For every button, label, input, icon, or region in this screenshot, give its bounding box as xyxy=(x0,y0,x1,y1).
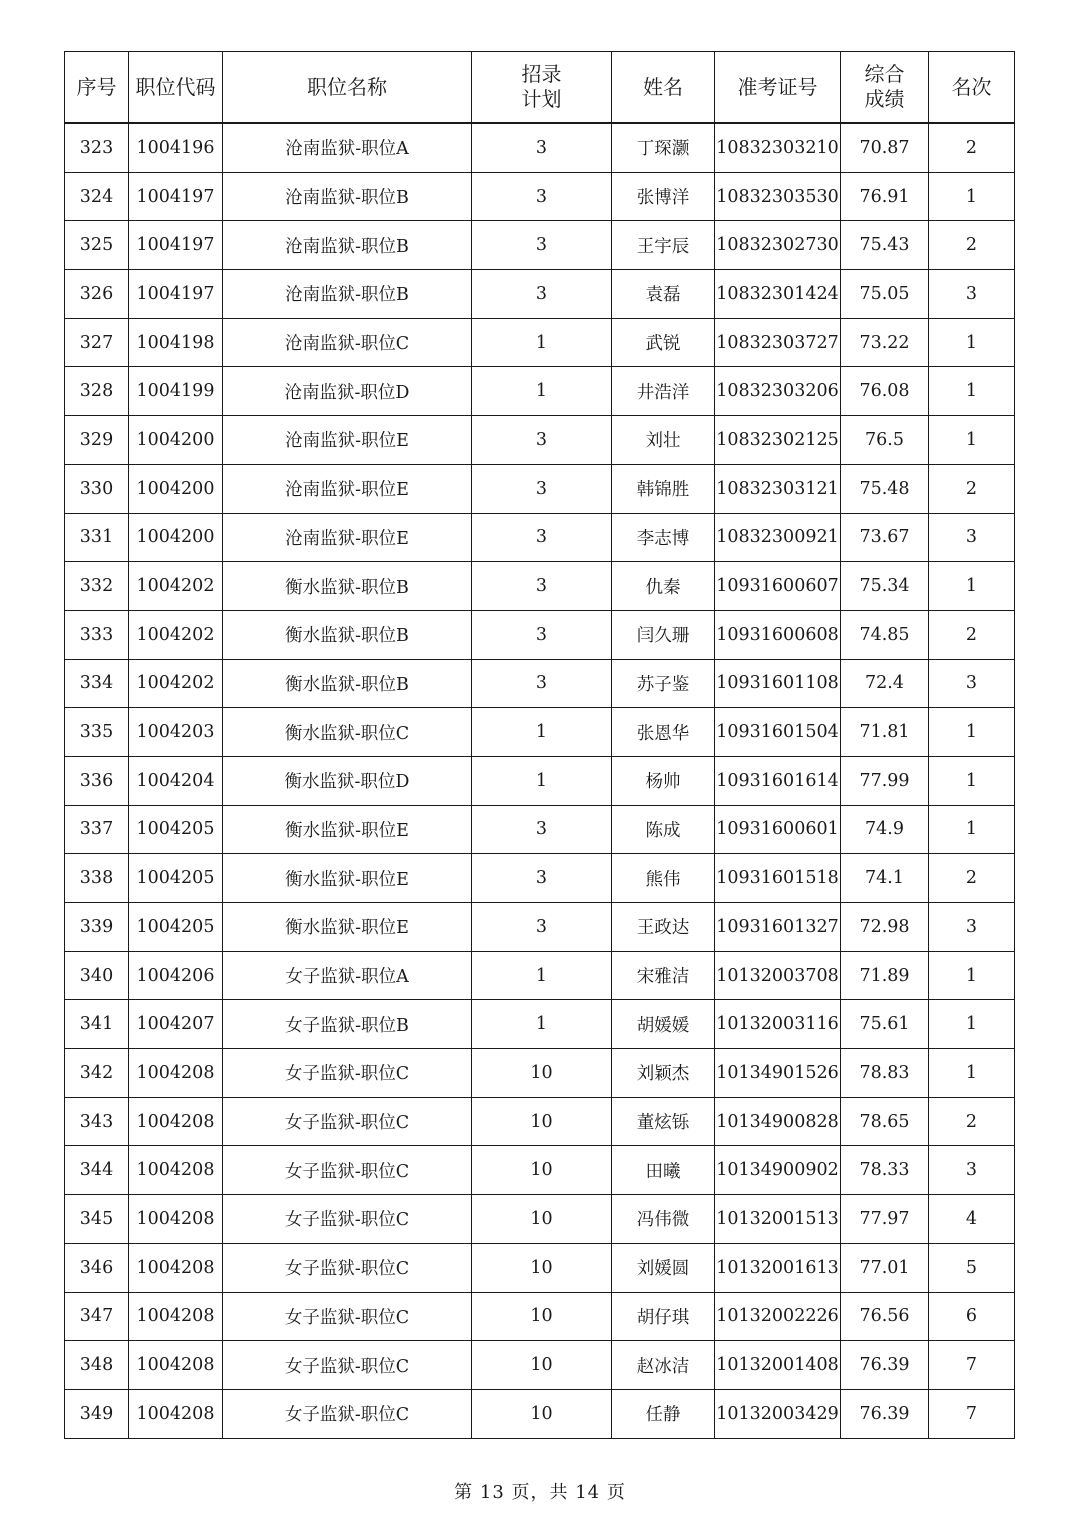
cell-seq: 343 xyxy=(65,1097,129,1146)
table-row xyxy=(65,464,1015,513)
cell-ticket: 10132003116 xyxy=(715,1000,841,1049)
cell-position: 女子监狱-职位A xyxy=(223,951,472,1000)
cell-ticket: 10132001408 xyxy=(715,1341,841,1390)
cell-score: 72.4 xyxy=(841,659,929,708)
cell-code: 1004200 xyxy=(129,464,223,513)
cell-plan: 1 xyxy=(472,367,612,416)
cell-seq: 333 xyxy=(65,610,129,659)
header-ticket: 准考证号 xyxy=(715,52,841,124)
cell-rank: 6 xyxy=(929,1292,1015,1341)
cell-name: 冯伟微 xyxy=(612,1195,715,1244)
cell-name: 陈成 xyxy=(612,805,715,854)
cell-code: 1004200 xyxy=(129,416,223,465)
cell-rank: 1 xyxy=(929,951,1015,1000)
cell-seq: 336 xyxy=(65,756,129,805)
cell-plan: 3 xyxy=(472,513,612,562)
cell-score: 71.81 xyxy=(841,708,929,757)
cell-position: 衡水监狱-职位E xyxy=(223,854,472,903)
cell-score: 76.91 xyxy=(841,172,929,221)
cell-code: 1004203 xyxy=(129,708,223,757)
cell-plan: 3 xyxy=(472,221,612,270)
cell-seq: 341 xyxy=(65,1000,129,1049)
cell-plan: 3 xyxy=(472,416,612,465)
cell-name: 任静 xyxy=(612,1389,715,1438)
cell-seq: 324 xyxy=(65,172,129,221)
cell-seq: 329 xyxy=(65,416,129,465)
header-seq: 序号 xyxy=(65,52,129,124)
table-row xyxy=(65,562,1015,611)
cell-position: 沧南监狱-职位B xyxy=(223,172,472,221)
cell-score: 78.83 xyxy=(841,1049,929,1098)
cell-ticket: 10931601327 xyxy=(715,903,841,952)
cell-plan: 1 xyxy=(472,318,612,367)
cell-name: 王宇辰 xyxy=(612,221,715,270)
cell-seq: 327 xyxy=(65,318,129,367)
cell-plan: 3 xyxy=(472,805,612,854)
cell-code: 1004208 xyxy=(129,1243,223,1292)
cell-position: 沧南监狱-职位C xyxy=(223,318,472,367)
cell-position: 女子监狱-职位C xyxy=(223,1243,472,1292)
cell-rank: 3 xyxy=(929,659,1015,708)
cell-rank: 1 xyxy=(929,756,1015,805)
cell-score: 75.61 xyxy=(841,1000,929,1049)
cell-score: 76.08 xyxy=(841,367,929,416)
cell-seq: 334 xyxy=(65,659,129,708)
cell-name: 袁磊 xyxy=(612,270,715,319)
cell-position: 女子监狱-职位C xyxy=(223,1195,472,1244)
cell-seq: 345 xyxy=(65,1195,129,1244)
cell-position: 衡水监狱-职位E xyxy=(223,805,472,854)
cell-score: 71.89 xyxy=(841,951,929,1000)
cell-position: 衡水监狱-职位B xyxy=(223,562,472,611)
cell-name: 苏子鉴 xyxy=(612,659,715,708)
cell-name: 宋雅洁 xyxy=(612,951,715,1000)
cell-plan: 10 xyxy=(472,1195,612,1244)
cell-name: 刘媛圆 xyxy=(612,1243,715,1292)
cell-seq: 326 xyxy=(65,270,129,319)
cell-position: 女子监狱-职位C xyxy=(223,1049,472,1098)
header-row xyxy=(65,52,1015,124)
cell-position: 女子监狱-职位C xyxy=(223,1389,472,1438)
cell-seq: 346 xyxy=(65,1243,129,1292)
cell-position: 沧南监狱-职位A xyxy=(223,123,472,172)
cell-seq: 349 xyxy=(65,1389,129,1438)
cell-name: 王政达 xyxy=(612,903,715,952)
page-number: 第 13 页，共 14 页 xyxy=(454,1482,626,1503)
cell-plan: 10 xyxy=(472,1243,612,1292)
cell-code: 1004208 xyxy=(129,1097,223,1146)
cell-ticket: 10132001513 xyxy=(715,1195,841,1244)
cell-rank: 7 xyxy=(929,1341,1015,1390)
cell-ticket: 10134900828 xyxy=(715,1097,841,1146)
cell-code: 1004202 xyxy=(129,610,223,659)
cell-rank: 2 xyxy=(929,464,1015,513)
cell-ticket: 10832303727 xyxy=(715,318,841,367)
cell-code: 1004208 xyxy=(129,1341,223,1390)
cell-ticket: 10931600607 xyxy=(715,562,841,611)
table-row xyxy=(65,1195,1015,1244)
cell-seq: 340 xyxy=(65,951,129,1000)
cell-ticket: 10931601518 xyxy=(715,854,841,903)
cell-seq: 344 xyxy=(65,1146,129,1195)
table-row xyxy=(65,1243,1015,1292)
cell-seq: 325 xyxy=(65,221,129,270)
table-row xyxy=(65,1389,1015,1438)
cell-name: 熊伟 xyxy=(612,854,715,903)
table-row xyxy=(65,416,1015,465)
cell-name: 刘颖杰 xyxy=(612,1049,715,1098)
cell-position: 衡水监狱-职位C xyxy=(223,708,472,757)
cell-position: 衡水监狱-职位B xyxy=(223,659,472,708)
table-row xyxy=(65,708,1015,757)
cell-code: 1004205 xyxy=(129,854,223,903)
table-row xyxy=(65,172,1015,221)
cell-score: 77.99 xyxy=(841,756,929,805)
cell-plan: 10 xyxy=(472,1097,612,1146)
cell-ticket: 10132003429 xyxy=(715,1389,841,1438)
cell-plan: 1 xyxy=(472,951,612,1000)
cell-name: 武锐 xyxy=(612,318,715,367)
cell-plan: 10 xyxy=(472,1389,612,1438)
table-row xyxy=(65,951,1015,1000)
cell-code: 1004202 xyxy=(129,562,223,611)
cell-position: 女子监狱-职位B xyxy=(223,1000,472,1049)
table-row xyxy=(65,903,1015,952)
cell-position: 衡水监狱-职位B xyxy=(223,610,472,659)
cell-ticket: 10832300921 xyxy=(715,513,841,562)
cell-ticket: 10832303121 xyxy=(715,464,841,513)
cell-plan: 3 xyxy=(472,610,612,659)
table-row xyxy=(65,367,1015,416)
cell-rank: 2 xyxy=(929,1097,1015,1146)
cell-plan: 3 xyxy=(472,270,612,319)
cell-plan: 3 xyxy=(472,903,612,952)
header-score xyxy=(841,52,929,124)
cell-rank: 5 xyxy=(929,1243,1015,1292)
cell-ticket: 10832303530 xyxy=(715,172,841,221)
cell-ticket: 10832301424 xyxy=(715,270,841,319)
cell-code: 1004196 xyxy=(129,123,223,172)
cell-position: 沧南监狱-职位E xyxy=(223,464,472,513)
cell-score: 73.22 xyxy=(841,318,929,367)
table-row xyxy=(65,513,1015,562)
cell-code: 1004208 xyxy=(129,1049,223,1098)
cell-seq: 332 xyxy=(65,562,129,611)
cell-plan: 1 xyxy=(472,1000,612,1049)
cell-ticket: 10931601504 xyxy=(715,708,841,757)
cell-seq: 348 xyxy=(65,1341,129,1390)
cell-position: 衡水监狱-职位D xyxy=(223,756,472,805)
cell-score: 74.9 xyxy=(841,805,929,854)
cell-ticket: 10832303206 xyxy=(715,367,841,416)
cell-code: 1004197 xyxy=(129,270,223,319)
table-row xyxy=(65,1000,1015,1049)
cell-ticket: 10134900902 xyxy=(715,1146,841,1195)
table-row xyxy=(65,805,1015,854)
table-body xyxy=(65,123,1015,1438)
cell-rank: 1 xyxy=(929,172,1015,221)
cell-position: 沧南监狱-职位E xyxy=(223,416,472,465)
cell-rank: 1 xyxy=(929,318,1015,367)
header-code: 职位代码 xyxy=(129,52,223,124)
header-plan-text: 招录计划 xyxy=(521,62,562,111)
cell-rank: 2 xyxy=(929,123,1015,172)
cell-score: 75.05 xyxy=(841,270,929,319)
cell-name: 闫久珊 xyxy=(612,610,715,659)
cell-code: 1004202 xyxy=(129,659,223,708)
cell-plan: 10 xyxy=(472,1341,612,1390)
table-row xyxy=(65,1146,1015,1195)
cell-plan: 1 xyxy=(472,756,612,805)
cell-score: 75.34 xyxy=(841,562,929,611)
cell-rank: 2 xyxy=(929,854,1015,903)
cell-ticket: 10134901526 xyxy=(715,1049,841,1098)
table-row xyxy=(65,659,1015,708)
cell-score: 76.5 xyxy=(841,416,929,465)
cell-name: 井浩洋 xyxy=(612,367,715,416)
cell-plan: 3 xyxy=(472,659,612,708)
cell-seq: 342 xyxy=(65,1049,129,1098)
cell-rank: 3 xyxy=(929,270,1015,319)
cell-code: 1004204 xyxy=(129,756,223,805)
cell-code: 1004197 xyxy=(129,172,223,221)
cell-code: 1004208 xyxy=(129,1389,223,1438)
cell-score: 74.85 xyxy=(841,610,929,659)
cell-rank: 1 xyxy=(929,1049,1015,1098)
cell-name: 李志博 xyxy=(612,513,715,562)
cell-score: 77.01 xyxy=(841,1243,929,1292)
cell-code: 1004208 xyxy=(129,1146,223,1195)
cell-seq: 323 xyxy=(65,123,129,172)
cell-rank: 1 xyxy=(929,367,1015,416)
cell-position: 沧南监狱-职位E xyxy=(223,513,472,562)
cell-score: 76.56 xyxy=(841,1292,929,1341)
cell-code: 1004208 xyxy=(129,1292,223,1341)
cell-score: 78.33 xyxy=(841,1146,929,1195)
cell-position: 女子监狱-职位C xyxy=(223,1097,472,1146)
cell-score: 75.43 xyxy=(841,221,929,270)
cell-position: 女子监狱-职位C xyxy=(223,1292,472,1341)
cell-score: 74.1 xyxy=(841,854,929,903)
cell-score: 77.97 xyxy=(841,1195,929,1244)
cell-position: 沧南监狱-职位D xyxy=(223,367,472,416)
table-header xyxy=(65,52,1015,124)
cell-seq: 330 xyxy=(65,464,129,513)
cell-seq: 337 xyxy=(65,805,129,854)
cell-rank: 4 xyxy=(929,1195,1015,1244)
cell-position: 女子监狱-职位C xyxy=(223,1341,472,1390)
cell-name: 田曦 xyxy=(612,1146,715,1195)
cell-score: 76.39 xyxy=(841,1389,929,1438)
header-position: 职位名称 xyxy=(223,52,472,124)
table-row xyxy=(65,1292,1015,1341)
cell-seq: 339 xyxy=(65,903,129,952)
header-rank: 名次 xyxy=(929,52,1015,124)
cell-code: 1004205 xyxy=(129,805,223,854)
cell-rank: 1 xyxy=(929,1000,1015,1049)
cell-plan: 3 xyxy=(472,464,612,513)
cell-score: 78.65 xyxy=(841,1097,929,1146)
cell-name: 韩锦胜 xyxy=(612,464,715,513)
table-row xyxy=(65,270,1015,319)
cell-score: 70.87 xyxy=(841,123,929,172)
table-row xyxy=(65,1097,1015,1146)
cell-plan: 10 xyxy=(472,1292,612,1341)
cell-code: 1004198 xyxy=(129,318,223,367)
cell-name: 胡媛媛 xyxy=(612,1000,715,1049)
cell-rank: 1 xyxy=(929,416,1015,465)
results-table xyxy=(64,51,1015,1439)
cell-name: 刘壮 xyxy=(612,416,715,465)
cell-rank: 3 xyxy=(929,513,1015,562)
cell-seq: 335 xyxy=(65,708,129,757)
cell-name: 张恩华 xyxy=(612,708,715,757)
cell-seq: 328 xyxy=(65,367,129,416)
cell-name: 赵冰洁 xyxy=(612,1341,715,1390)
table-row xyxy=(65,1341,1015,1390)
cell-name: 杨帅 xyxy=(612,756,715,805)
cell-name: 董炫铄 xyxy=(612,1097,715,1146)
cell-ticket: 10931601108 xyxy=(715,659,841,708)
cell-seq: 338 xyxy=(65,854,129,903)
cell-rank: 3 xyxy=(929,903,1015,952)
cell-position: 女子监狱-职位C xyxy=(223,1146,472,1195)
cell-ticket: 10132002226 xyxy=(715,1292,841,1341)
table-row xyxy=(65,318,1015,367)
cell-name: 仇秦 xyxy=(612,562,715,611)
cell-plan: 10 xyxy=(472,1049,612,1098)
header-score-text: 综合成绩 xyxy=(864,62,905,111)
cell-score: 73.67 xyxy=(841,513,929,562)
table-row xyxy=(65,221,1015,270)
cell-ticket: 10931601614 xyxy=(715,756,841,805)
cell-code: 1004199 xyxy=(129,367,223,416)
table-row xyxy=(65,123,1015,172)
cell-ticket: 10832303210 xyxy=(715,123,841,172)
cell-plan: 10 xyxy=(472,1146,612,1195)
cell-plan: 3 xyxy=(472,172,612,221)
cell-rank: 7 xyxy=(929,1389,1015,1438)
cell-code: 1004205 xyxy=(129,903,223,952)
cell-plan: 3 xyxy=(472,123,612,172)
cell-position: 衡水监狱-职位E xyxy=(223,903,472,952)
cell-code: 1004206 xyxy=(129,951,223,1000)
table-row xyxy=(65,610,1015,659)
cell-rank: 1 xyxy=(929,708,1015,757)
cell-rank: 2 xyxy=(929,221,1015,270)
cell-rank: 3 xyxy=(929,1146,1015,1195)
cell-ticket: 10832302730 xyxy=(715,221,841,270)
cell-score: 75.48 xyxy=(841,464,929,513)
table-row xyxy=(65,1049,1015,1098)
cell-code: 1004207 xyxy=(129,1000,223,1049)
cell-ticket: 10931600601 xyxy=(715,805,841,854)
cell-rank: 1 xyxy=(929,805,1015,854)
cell-code: 1004197 xyxy=(129,221,223,270)
cell-ticket: 10931600608 xyxy=(715,610,841,659)
cell-rank: 2 xyxy=(929,610,1015,659)
cell-name: 张博洋 xyxy=(612,172,715,221)
cell-plan: 1 xyxy=(472,708,612,757)
cell-name: 胡仔琪 xyxy=(612,1292,715,1341)
cell-plan: 3 xyxy=(472,854,612,903)
cell-score: 72.98 xyxy=(841,903,929,952)
table-row xyxy=(65,756,1015,805)
table-row xyxy=(65,854,1015,903)
cell-position: 沧南监狱-职位B xyxy=(223,270,472,319)
cell-plan: 3 xyxy=(472,562,612,611)
cell-name: 丁琛灏 xyxy=(612,123,715,172)
header-plan xyxy=(472,52,612,124)
cell-seq: 331 xyxy=(65,513,129,562)
cell-ticket: 10132003708 xyxy=(715,951,841,1000)
cell-score: 76.39 xyxy=(841,1341,929,1390)
cell-position: 沧南监狱-职位B xyxy=(223,221,472,270)
cell-ticket: 10832302125 xyxy=(715,416,841,465)
cell-rank: 1 xyxy=(929,562,1015,611)
cell-ticket: 10132001613 xyxy=(715,1243,841,1292)
cell-seq: 347 xyxy=(65,1292,129,1341)
cell-code: 1004200 xyxy=(129,513,223,562)
cell-code: 1004208 xyxy=(129,1195,223,1244)
header-name: 姓名 xyxy=(612,52,715,124)
